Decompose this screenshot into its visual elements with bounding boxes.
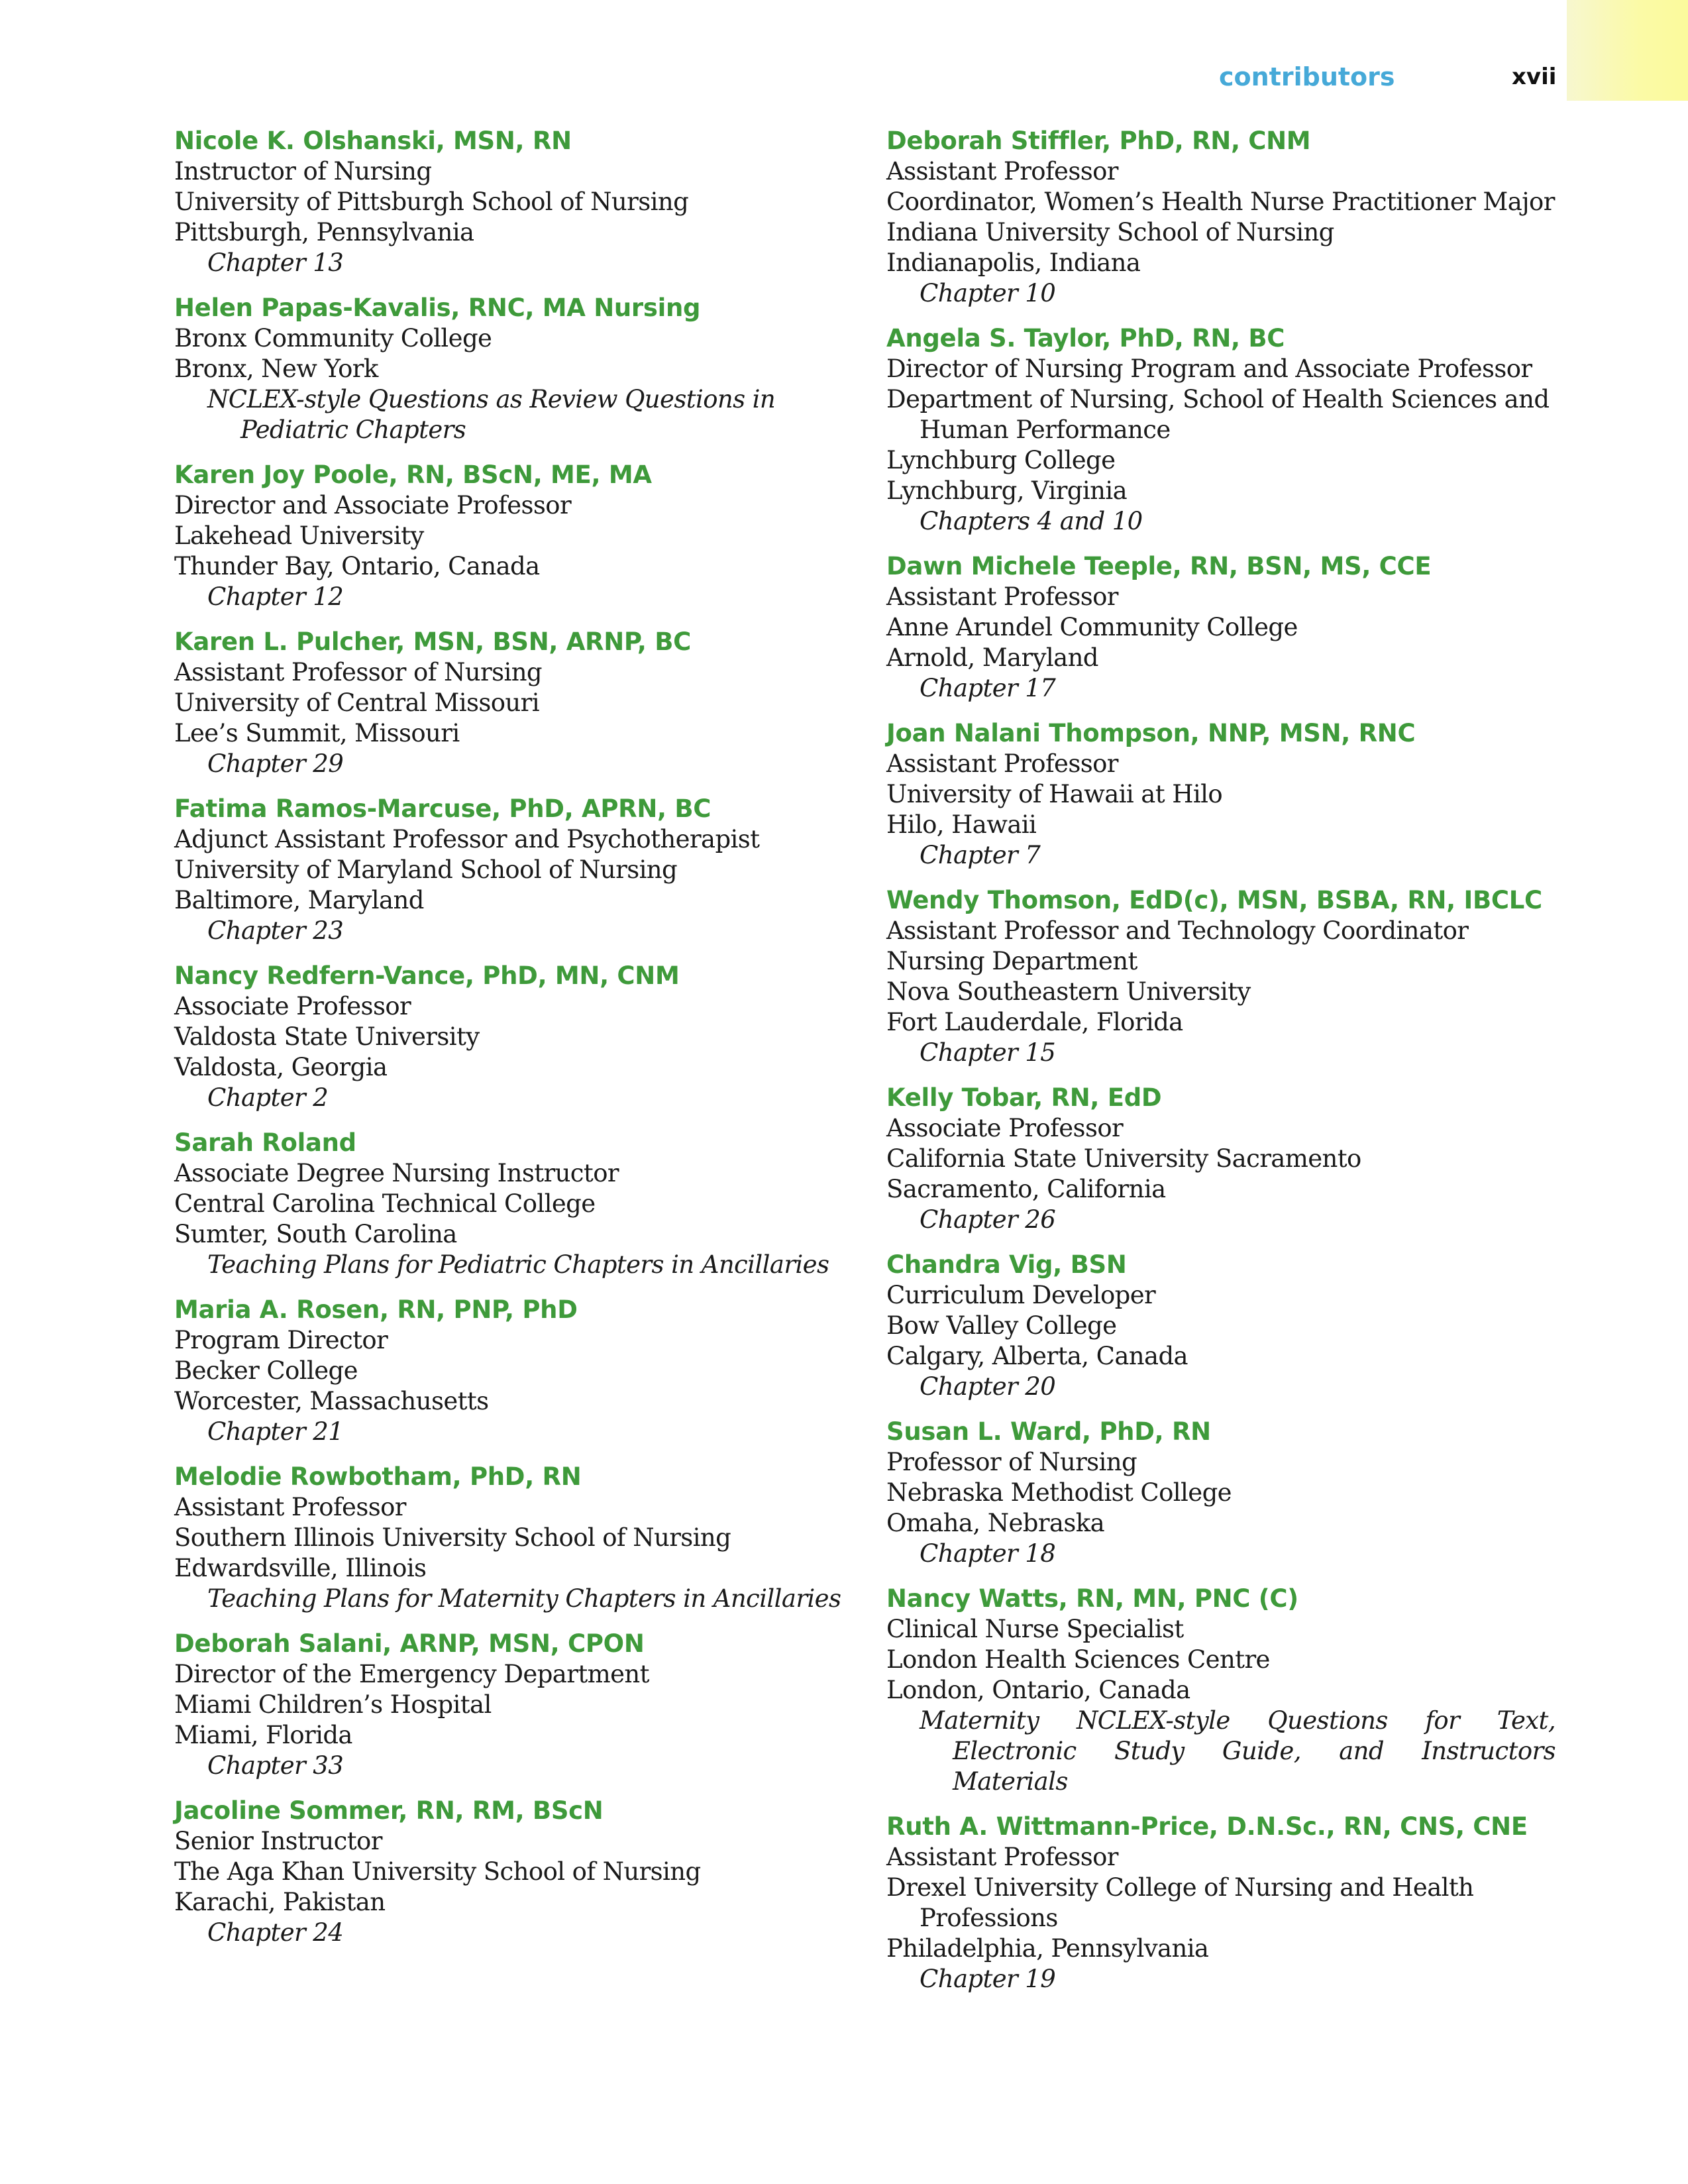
chapter-credit: Chapters 4 and 10 xyxy=(920,507,1143,535)
affiliation-line: Clinical Nurse Specialist xyxy=(886,1615,1184,1643)
contributor-entry xyxy=(174,627,837,779)
contributor-name: Nancy Watts, RN, MN, PNC (C) xyxy=(886,1584,1298,1613)
affiliation-line: Assistant Professor xyxy=(886,1843,1118,1871)
contributor-name: Jacoline Sommer, RN, RM, BScN xyxy=(174,1796,604,1825)
affiliation-line: Miami, Florida xyxy=(174,1721,352,1749)
chapter-credit: Chapter 19 xyxy=(920,1965,1056,1993)
affiliation-line: Senior Instructor xyxy=(174,1827,382,1855)
chapter-credit: Chapter 17 xyxy=(920,674,1056,702)
affiliation-line: Assistant Professor of Nursing xyxy=(174,658,543,686)
contributor-entry xyxy=(174,1128,837,1280)
affiliation-line: Lee’s Summit, Missouri xyxy=(174,719,460,747)
chapter-credit: Chapter 10 xyxy=(920,279,1056,307)
affiliation-line: Associate Professor xyxy=(174,992,411,1020)
contributor-name: Susan L. Ward, PhD, RN xyxy=(886,1417,1211,1446)
chapter-credit: Chapter 12 xyxy=(207,582,344,611)
affiliation-line: Bronx, New York xyxy=(174,355,378,383)
affiliation-line: University of Hawaii at Hilo xyxy=(886,780,1222,808)
chapter-credit: Maternity NCLEX-style Questions for Text, Electronic Study Guide, and Instructors Materials xyxy=(920,1706,1556,1796)
affiliation-line: Nova Southeastern University xyxy=(886,977,1251,1006)
contributor-name: Sarah Roland xyxy=(174,1128,356,1157)
affiliation-line: California State University Sacramento xyxy=(886,1144,1361,1173)
contributor-name: Helen Papas-Kavalis, RNC, MA Nursing xyxy=(174,294,701,322)
contributor-name: Karen Joy Poole, RN, BScN, ME, MA xyxy=(174,461,652,489)
affiliation-line: University of Maryland School of Nursing xyxy=(174,855,678,884)
affiliation-line: Valdosta, Georgia xyxy=(174,1053,388,1081)
affiliation-line: Anne Arundel Community College xyxy=(886,613,1298,641)
affiliation-line: Calgary, Alberta, Canada xyxy=(886,1342,1188,1370)
affiliation-line: London, Ontario, Canada xyxy=(886,1676,1190,1704)
affiliation-line: Curriculum Developer xyxy=(886,1281,1156,1309)
contributor-name: Nancy Redfern-Vance, PhD, MN, CNM xyxy=(174,961,680,990)
affiliation-line: Philadelphia, Pennsylvania xyxy=(886,1934,1209,1963)
contributor-entry xyxy=(886,885,1556,1068)
contributor-entry xyxy=(886,1083,1556,1235)
affiliation-line: Indianapolis, Indiana xyxy=(886,248,1141,277)
affiliation-line: Bronx Community College xyxy=(174,324,492,353)
affiliation-line: Assistant Professor xyxy=(886,157,1118,186)
affiliation-line: Assistant Professor xyxy=(886,582,1118,611)
contributor-name: Deborah Stiffler, PhD, RN, CNM xyxy=(886,127,1311,155)
affiliation-line: Drexel University College of Nursing and Health Professions xyxy=(886,1873,1474,1932)
contributor-entry xyxy=(174,126,837,278)
affiliation-line: Worcester, Massachusetts xyxy=(174,1387,489,1415)
affiliation-line: Valdosta State University xyxy=(174,1022,480,1051)
right-column xyxy=(886,126,1556,2009)
page-number: xvii xyxy=(1512,64,1557,90)
affiliation-line: Adjunct Assistant Professor and Psychotherapist xyxy=(174,825,760,853)
affiliation-line: Lynchburg College xyxy=(886,446,1116,474)
affiliation-line: Fort Lauderdale, Florida xyxy=(886,1008,1183,1036)
chapter-credit: Chapter 18 xyxy=(920,1539,1056,1568)
affiliation-line: Bow Valley College xyxy=(886,1311,1117,1340)
contributor-name: Chandra Vig, BSN xyxy=(886,1250,1127,1279)
contributor-name: Maria A. Rosen, RN, PNP, PhD xyxy=(174,1295,578,1324)
contributor-entry xyxy=(886,1584,1556,1797)
affiliation-line: Sacramento, California xyxy=(886,1175,1166,1203)
left-column xyxy=(174,126,841,1963)
affiliation-line: Omaha, Nebraska xyxy=(886,1509,1105,1537)
affiliation-line: Indiana University School of Nursing xyxy=(886,218,1334,246)
affiliation-line: Lynchburg, Virginia xyxy=(886,476,1128,505)
affiliation-line: Assistant Professor and Technology Coordinator xyxy=(886,916,1469,945)
contributor-name: Melodie Rowbotham, PhD, RN xyxy=(174,1462,582,1491)
affiliation-line: The Aga Khan University School of Nursing xyxy=(174,1857,701,1886)
chapter-credit: Chapter 2 xyxy=(207,1083,329,1112)
affiliation-line: Sumter, South Carolina xyxy=(174,1220,457,1248)
affiliation-line: Arnold, Maryland xyxy=(886,643,1098,672)
corner-color-tab xyxy=(1567,0,1688,101)
contributor-entry xyxy=(174,293,837,445)
affiliation-line: Associate Degree Nursing Instructor xyxy=(174,1159,619,1187)
contributor-name: Kelly Tobar, RN, EdD xyxy=(886,1083,1162,1112)
affiliation-line: Coordinator, Women’s Health Nurse Practitioner Major xyxy=(886,188,1555,216)
contributor-entry xyxy=(174,1462,841,1614)
contributor-entry xyxy=(886,1250,1556,1402)
affiliation-line: Pittsburgh, Pennsylvania xyxy=(174,218,474,246)
affiliation-line: Nebraska Methodist College xyxy=(886,1478,1232,1507)
affiliation-line: Lakehead University xyxy=(174,521,424,550)
contributor-entry xyxy=(886,718,1556,871)
affiliation-line: Director and Associate Professor xyxy=(174,491,572,519)
contributor-entry xyxy=(174,794,837,946)
affiliation-line: Southern Illinois University School of Nursing xyxy=(174,1523,731,1552)
contributor-name: Joan Nalani Thompson, NNP, MSN, RNC xyxy=(886,719,1416,747)
affiliation-line: Nursing Department xyxy=(886,947,1137,975)
chapter-credit: Chapter 20 xyxy=(920,1372,1056,1401)
contributor-name: Deborah Salani, ARNP, MSN, CPON xyxy=(174,1629,645,1658)
contributor-name: Fatima Ramos-Marcuse, PhD, APRN, BC xyxy=(174,794,712,823)
contributor-name: Angela S. Taylor, PhD, RN, BC xyxy=(886,324,1285,353)
contributor-entry xyxy=(886,126,1556,309)
affiliation-line: Karachi, Pakistan xyxy=(174,1888,386,1916)
contributor-entry xyxy=(886,551,1556,704)
affiliation-line: Thunder Bay, Ontario, Canada xyxy=(174,552,540,580)
chapter-credit: Teaching Plans for Maternity Chapters in Ancillaries xyxy=(207,1584,841,1613)
contributor-name: Ruth A. Wittmann-Price, D.N.Sc., RN, CNS, CNE xyxy=(886,1812,1528,1841)
chapter-credit: Chapter 13 xyxy=(207,248,344,277)
affiliation-line: Professor of Nursing xyxy=(886,1448,1137,1476)
affiliation-line: Assistant Professor xyxy=(886,749,1118,778)
contributor-name: Karen L. Pulcher, MSN, BSN, ARNP, BC xyxy=(174,628,692,656)
affiliation-line: Hilo, Hawaii xyxy=(886,810,1037,839)
chapter-credit: Chapter 15 xyxy=(920,1038,1056,1067)
affiliation-line: Director of the Emergency Department xyxy=(174,1660,649,1688)
affiliation-line: University of Central Missouri xyxy=(174,688,539,717)
affiliation-line: Edwardsville, Illinois xyxy=(174,1554,427,1582)
affiliation-line: Instructor of Nursing xyxy=(174,157,432,186)
chapter-credit: Chapter 21 xyxy=(207,1417,344,1446)
affiliation-line: Assistant Professor xyxy=(174,1493,406,1521)
affiliation-line: Department of Nursing, School of Health Sciences and Human Performance xyxy=(886,385,1550,444)
affiliation-line: London Health Sciences Centre xyxy=(886,1645,1270,1674)
contributor-entry xyxy=(174,1295,837,1447)
affiliation-line: Miami Children’s Hospital xyxy=(174,1690,492,1719)
affiliation-line: University of Pittsburgh School of Nursing xyxy=(174,188,689,216)
chapter-credit: NCLEX-style Questions as Review Questions in Pediatric Chapters xyxy=(207,385,776,444)
contributor-entry xyxy=(174,1796,837,1948)
chapter-credit: Chapter 23 xyxy=(207,916,344,945)
contributor-entry xyxy=(886,1417,1556,1569)
contributor-entry xyxy=(886,1812,1556,1994)
chapter-credit: Chapter 7 xyxy=(920,841,1041,869)
contributor-name: Wendy Thomson, EdD(c), MSN, BSBA, RN, IBCLC xyxy=(886,886,1542,914)
chapter-credit: Teaching Plans for Pediatric Chapters in Ancillaries xyxy=(207,1250,829,1279)
contributor-name: Dawn Michele Teeple, RN, BSN, MS, CCE xyxy=(886,552,1432,580)
running-head: contributors xyxy=(1219,62,1395,91)
contributor-entry xyxy=(174,460,837,612)
contributor-name: Nicole K. Olshanski, MSN, RN xyxy=(174,127,572,155)
chapter-credit: Chapter 29 xyxy=(207,749,344,778)
affiliation-line: Baltimore, Maryland xyxy=(174,886,424,914)
affiliation-line: Associate Professor xyxy=(886,1114,1124,1142)
affiliation-line: Becker College xyxy=(174,1356,358,1385)
affiliation-line: Director of Nursing Program and Associate Professor xyxy=(886,355,1532,383)
contributor-entry xyxy=(174,1629,837,1781)
chapter-credit: Chapter 33 xyxy=(207,1751,344,1780)
affiliation-line: Program Director xyxy=(174,1326,388,1354)
contributor-entry xyxy=(174,961,837,1113)
affiliation-line: Central Carolina Technical College xyxy=(174,1189,596,1218)
chapter-credit: Chapter 26 xyxy=(920,1205,1056,1234)
chapter-credit: Chapter 24 xyxy=(207,1918,344,1947)
contributor-entry xyxy=(886,323,1556,537)
